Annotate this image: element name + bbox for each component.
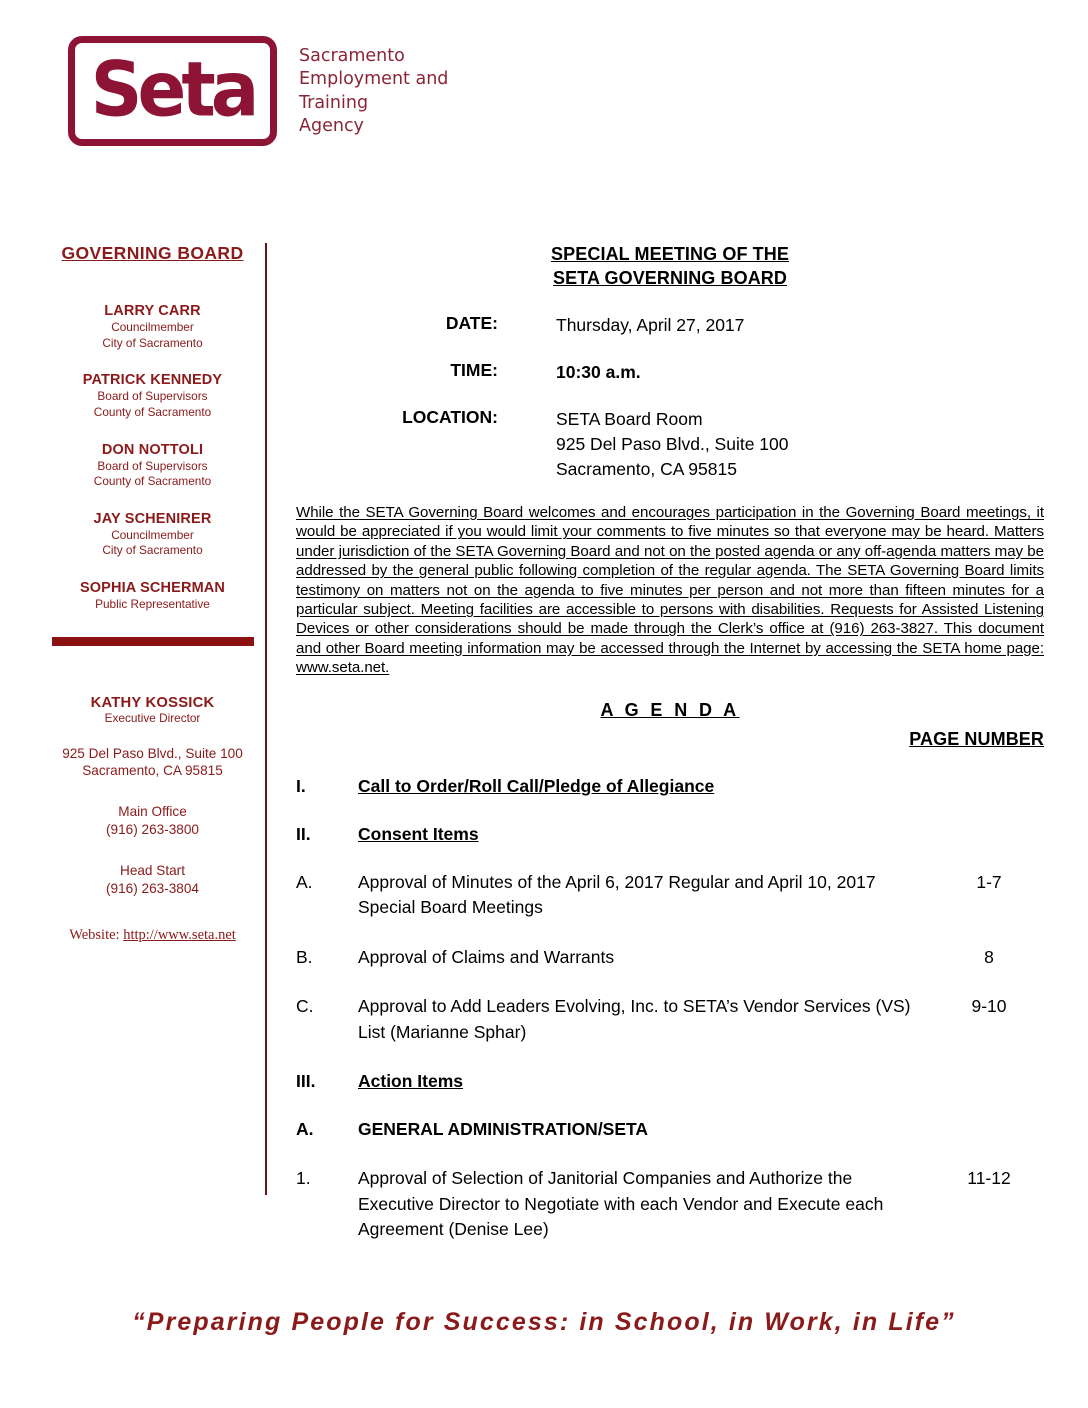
- board-member-name: JAY SCHENIRER: [93, 510, 212, 527]
- board-member-role: Board of Supervisors: [97, 389, 208, 404]
- website-link[interactable]: http://www.seta.net: [123, 927, 236, 944]
- board-member-jurisdiction: City of Sacramento: [102, 335, 203, 350]
- location-value: [498, 407, 789, 482]
- seta-logo: [68, 36, 448, 146]
- board-member-role: Councilmember: [111, 527, 194, 542]
- board-member-name: PATRICK KENNEDY: [82, 372, 223, 389]
- sidebar-divider-bar: [52, 637, 254, 646]
- board-member: [40, 579, 265, 613]
- page-title-line-2: SETA GOVERNING BOARD: [552, 267, 787, 288]
- sidebar-address: [40, 745, 265, 780]
- board-member-role: Councilmember: [111, 320, 194, 335]
- agenda-item: [296, 994, 1044, 1045]
- agenda-item: [296, 945, 1044, 971]
- vertical-divider: [265, 243, 267, 1195]
- agenda-item-number: III.: [296, 1071, 316, 1092]
- sidebar-address-line-2: Sacramento, CA 95815: [82, 763, 223, 779]
- agenda-item-title: Approval of Claims and Warrants: [358, 946, 615, 967]
- board-member-role: Board of Supervisors: [97, 458, 208, 473]
- agenda-item: [296, 1069, 1044, 1095]
- board-member-jurisdiction: City of Sacramento: [102, 543, 203, 558]
- agenda-item-number: C.: [296, 996, 314, 1017]
- page-title-line-1: SPECIAL MEETING OF THE: [551, 244, 789, 264]
- location-line-1: SETA Board Room: [556, 408, 703, 429]
- footer-tagline: “Preparing People for Success: in School, in Work, in Life”: [132, 1308, 956, 1336]
- location-label: LOCATION:: [402, 406, 498, 427]
- website-label: Website:: [69, 927, 120, 944]
- head-start-contact: [40, 862, 265, 897]
- agency-name-line-2: Employment and: [299, 69, 449, 90]
- board-member-jurisdiction: County of Sacramento: [93, 474, 212, 489]
- main-content: [296, 243, 1044, 1267]
- date-label: DATE:: [445, 312, 498, 333]
- sidebar-heading: GOVERNING BOARD: [61, 243, 244, 263]
- date-value: Thursday, April 27, 2017: [556, 314, 745, 335]
- agenda-item-title: Call to Order/Roll Call/Pledge of Allegiance: [358, 776, 715, 797]
- agenda-item: [296, 822, 1044, 848]
- agenda-item-title: Approval to Add Leaders Evolving, Inc. to SETA’s Vendor Services (VS) List (Marianne Sphar): [358, 996, 911, 1042]
- main-office-contact: [40, 803, 265, 838]
- board-member-jurisdiction: County of Sacramento: [93, 404, 212, 419]
- board-member-name: SOPHIA SCHERMAN: [79, 580, 226, 596]
- head-start-phone: (916) 263-3804: [106, 880, 199, 896]
- sidebar: [40, 243, 265, 944]
- seta-logo-mark: [68, 36, 277, 146]
- agenda-item-page: 11-12: [967, 1168, 1011, 1189]
- agenda-item-title: Action Items: [358, 1071, 464, 1092]
- agenda-item-title: Approval of Selection of Janitorial Companies and Authorize the Executive Director to Negotiate with each Vendor and Execute each Agreement (Denise Lee): [358, 1168, 884, 1240]
- head-start-label: Head Start: [120, 863, 185, 879]
- agenda-item-number: A.: [296, 1118, 314, 1139]
- agenda-item-title: Consent Items: [358, 824, 479, 845]
- agenda-item-title: GENERAL ADMINISTRATION/SETA: [358, 1118, 649, 1139]
- agenda-item-page: 8: [984, 946, 994, 967]
- executive-director-title: Executive Director: [104, 710, 201, 725]
- main-office-label: Main Office: [118, 804, 187, 820]
- public-participation-notice: While the SETA Governing Board welcomes and encourages participation in the Governing Board meetings, it would be appreciated if you would limit your comments to five minutes so that everyone may be heard. Matters under jurisdiction of the SETA Governing Board and not on the posted agenda or any off-agenda matters may be addressed by the general public following completion of the regular agenda. The SETA Governing Board limits testimony on matters not on the agenda to five minutes per person and not more than fifteen minutes for a particular subject. Meeting facilities are accessible to persons with disabilities. Requests for Assisted Listening Devices or other considerations should be made through the Clerk’s office at (916) 263-3827. This document and other Board meeting information may be accessed through the Internet by accessing the SETA home page: www.seta.net.: [296, 503, 1044, 677]
- page-number-column-heading: PAGE NUMBER: [909, 729, 1044, 750]
- board-member: [40, 302, 265, 351]
- time-value: 10:30 a.m.: [556, 361, 641, 382]
- agenda-items: [296, 774, 1044, 1243]
- time-label: TIME:: [450, 359, 498, 380]
- agenda-item: [296, 870, 1044, 921]
- executive-director-block: [40, 695, 265, 725]
- meeting-location-row: [296, 407, 1044, 482]
- agenda-item: [296, 774, 1044, 800]
- agency-name-line-4: Agency: [299, 116, 364, 137]
- agenda-item-number: A.: [296, 871, 313, 892]
- agenda-item-page: 1-7: [976, 871, 1002, 892]
- agenda-item: [296, 1166, 1044, 1243]
- location-line-3: Sacramento, CA 95815: [556, 458, 737, 479]
- board-member-name: LARRY CARR: [104, 303, 201, 319]
- agenda-item-number: B.: [296, 946, 313, 967]
- agenda-item-number: I.: [296, 776, 306, 797]
- meeting-details: [296, 313, 1044, 482]
- agency-name-line-3: Training: [299, 92, 369, 113]
- board-member: [40, 510, 265, 559]
- agency-name-block: [299, 45, 448, 139]
- main-office-phone: (916) 263-3800: [106, 821, 199, 837]
- board-member: [40, 441, 265, 490]
- agenda-item: [296, 1117, 1044, 1143]
- board-member-role: Public Representative: [95, 597, 210, 612]
- board-member: [40, 371, 265, 420]
- meeting-time-row: [296, 360, 1044, 385]
- agenda-item-number: II.: [296, 824, 311, 845]
- agency-name-line-1: Sacramento: [299, 46, 405, 66]
- executive-director-name: KATHY KOSSICK: [90, 694, 215, 711]
- agenda-item-number: 1.: [296, 1168, 311, 1189]
- location-line-2: 925 Del Paso Blvd., Suite 100: [556, 433, 789, 454]
- agenda-item-title: Approval of Minutes of the April 6, 2017 Regular and April 10, 2017 Special Board Meetings: [358, 871, 876, 918]
- meeting-date-row: [296, 313, 1044, 338]
- website-line: [40, 927, 265, 944]
- agenda-heading: A G E N D A: [600, 700, 740, 721]
- board-member-name: DON NOTTOLI: [101, 441, 204, 458]
- seta-wordmark: Seta: [90, 44, 255, 134]
- sidebar-address-line-1: 925 Del Paso Blvd., Suite 100: [62, 745, 243, 761]
- agenda-item-page: 9-10: [971, 996, 1007, 1017]
- page-title: [296, 243, 1044, 291]
